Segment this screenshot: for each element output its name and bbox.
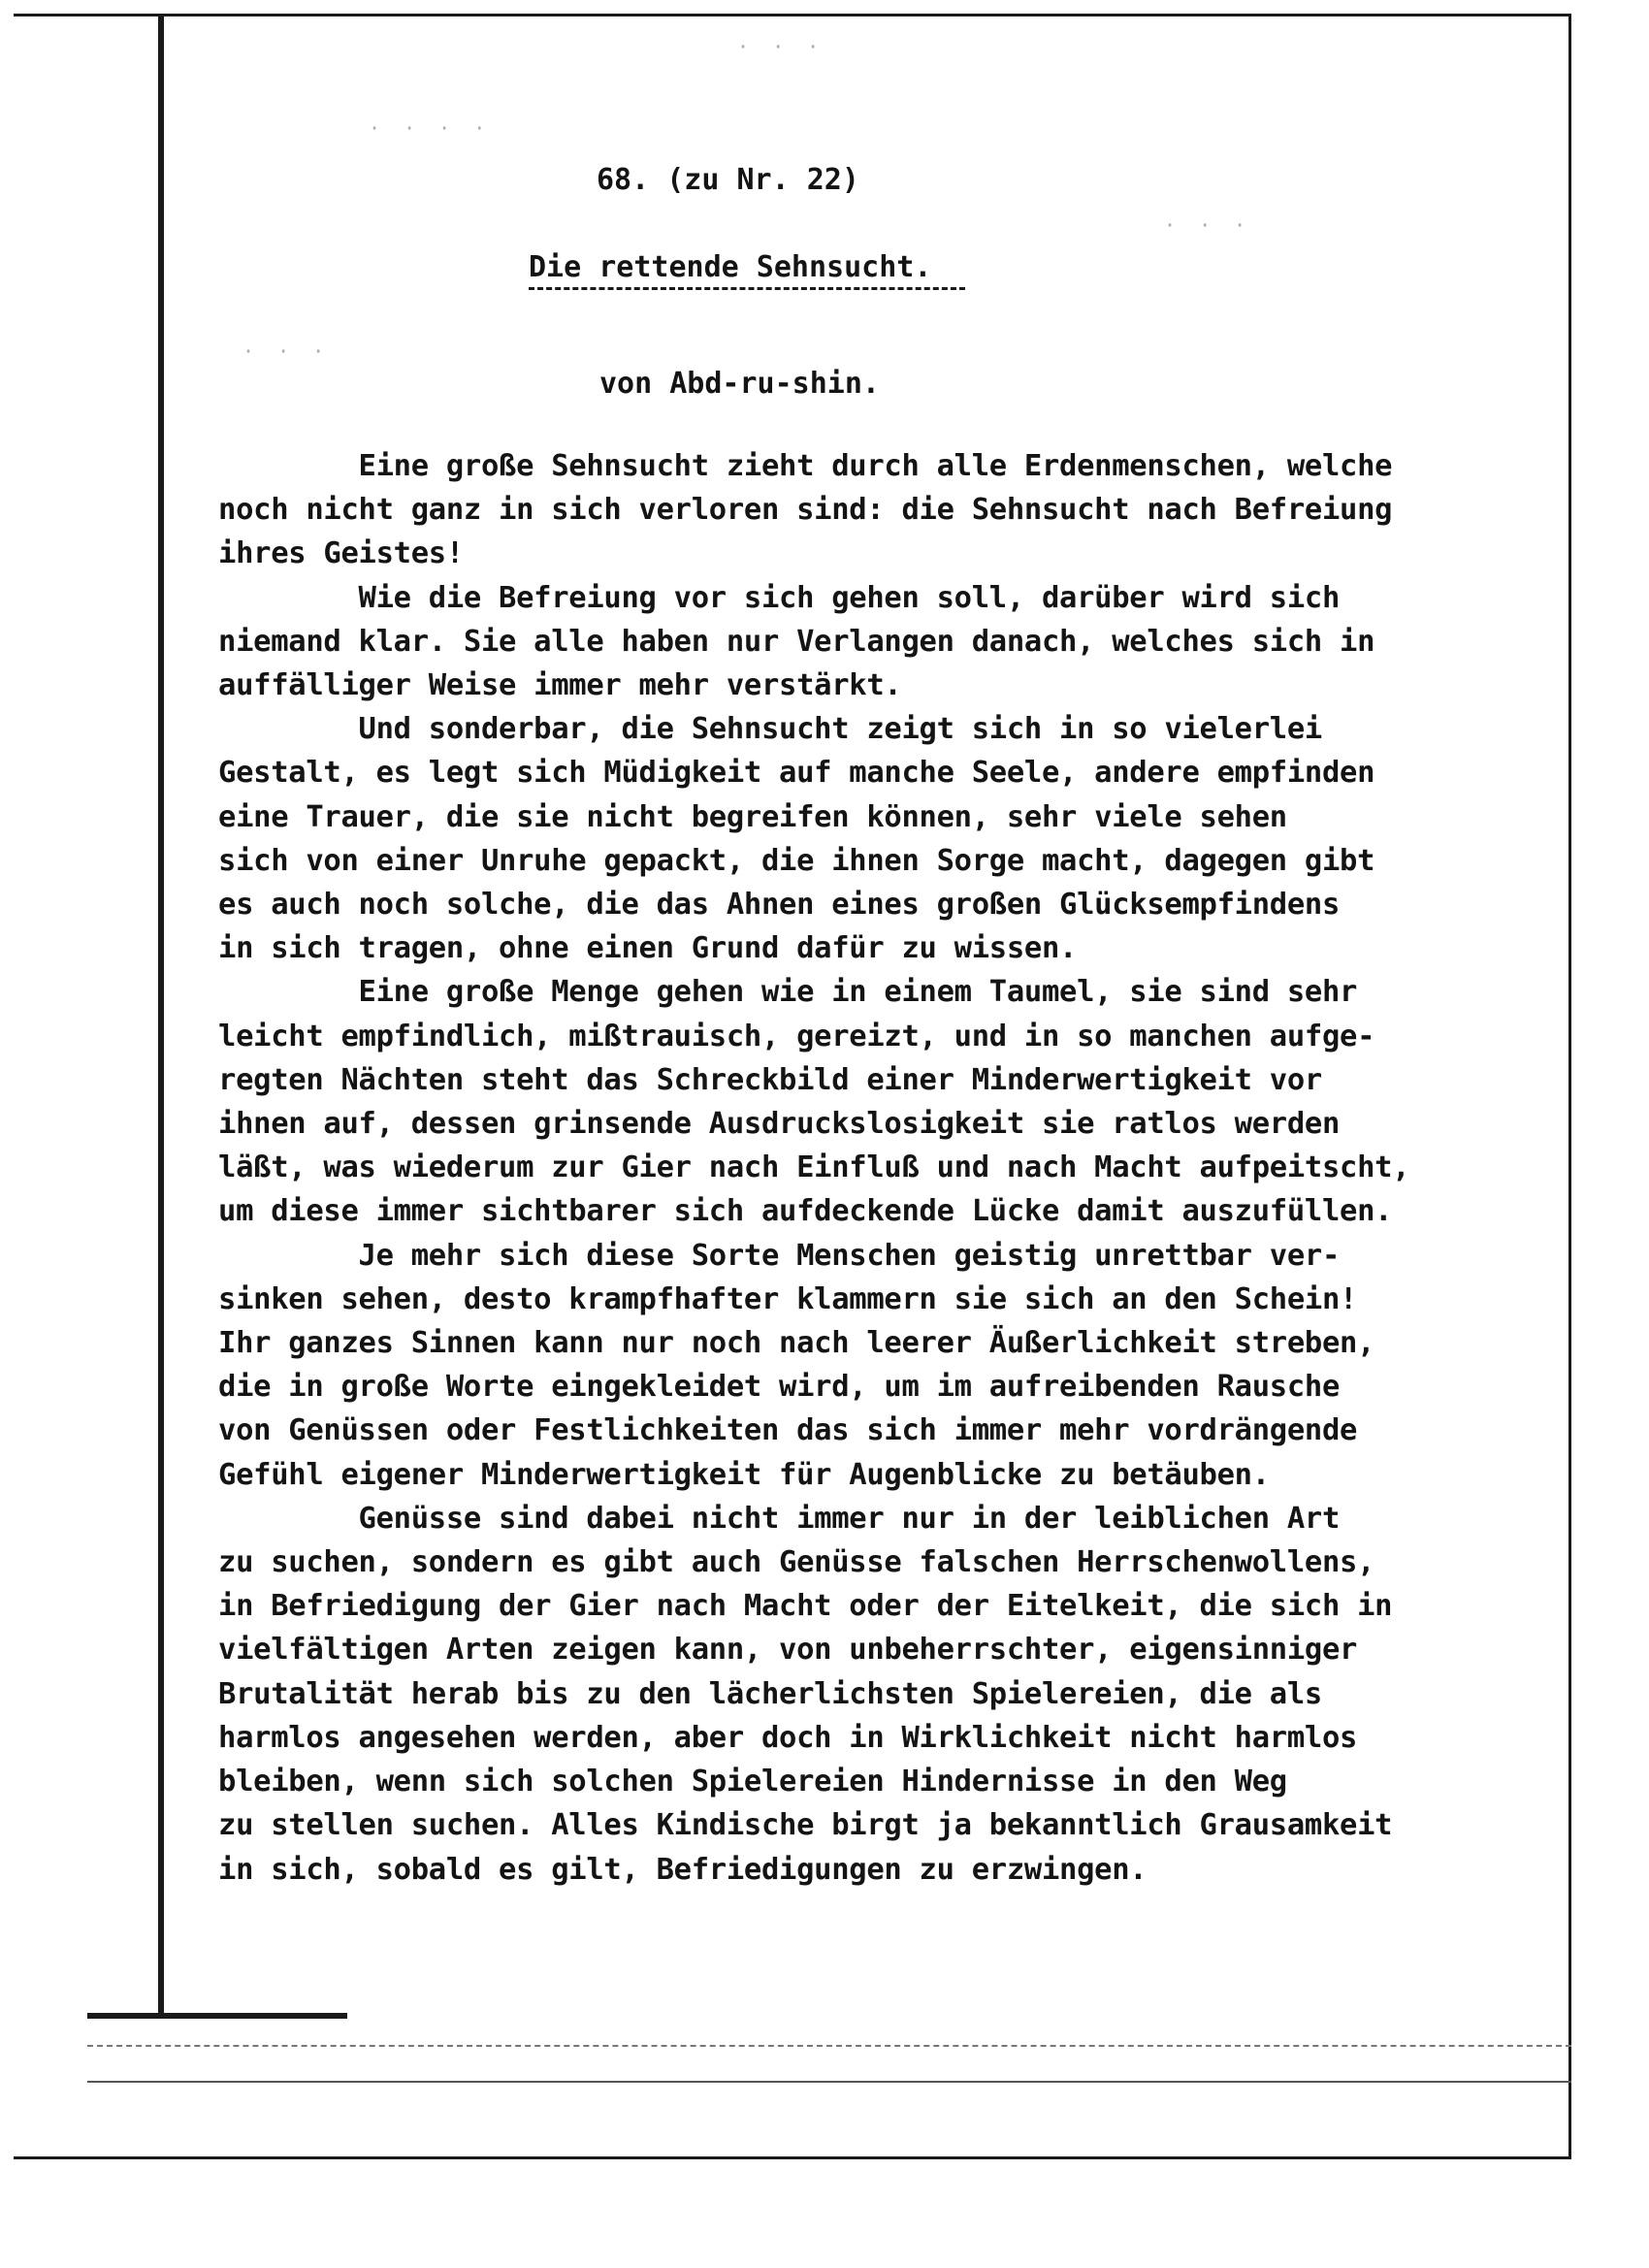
- text-line: in sich tragen, ohne einen Grund dafür zu wissen.: [218, 931, 1078, 966]
- text-line: zu stellen suchen. Alles Kindische birgt ja bekanntlich Grausamkeit: [218, 1808, 1393, 1843]
- text-line: niemand klar. Sie alle haben nur Verlangen danach, welches sich in: [218, 624, 1375, 659]
- text-line: regten Nächten steht das Schreckbild einer Minderwertigkeit vor: [218, 1062, 1322, 1097]
- text-line: bleiben, wenn sich solchen Spielereien Hindernisse in den Weg: [218, 1765, 1287, 1799]
- text-line: harmlos angesehen werden, aber doch in Wirklichkeit nicht harmlos: [218, 1720, 1358, 1755]
- scan-speckle: · · ·: [1164, 213, 1252, 237]
- text-line: Eine große Sehnsucht zieht durch alle Erdenmenschen, welche: [218, 449, 1393, 483]
- scan-speckle: · · ·: [737, 35, 825, 58]
- document-author: von Abd-ru-shin.: [599, 367, 880, 401]
- text-line: sinken sehen, desto krampfhafter klammern sie sich an den Schein!: [218, 1281, 1358, 1316]
- text-line: leicht empfindlich, mißtrauisch, gereizt, und in so manchen aufge-: [218, 1019, 1375, 1053]
- text-line: Brutalität herab bis zu den lächerlichsten Spielereien, die als: [218, 1676, 1322, 1711]
- text-line: Und sonderbar, die Sehnsucht zeigt sich in so vielerlei: [218, 712, 1322, 747]
- text-line: zu suchen, sondern es gibt auch Genüsse falschen Herrschenwollens,: [218, 1545, 1375, 1580]
- text-line: Je mehr sich diese Sorte Menschen geistig unrettbar ver-: [218, 1238, 1341, 1273]
- text-line: um diese immer sichtbarer sich aufdeckende Lücke damit auszufüllen.: [218, 1194, 1393, 1229]
- text-line: es auch noch solche, die das Ahnen eines großen Glücksempfindens: [218, 888, 1341, 923]
- text-line: die in große Worte eingekleidet wird, um im aufreibenden Rausche: [218, 1370, 1341, 1405]
- text-line: eine Trauer, die sie nicht begreifen können, sehr viele sehen: [218, 799, 1287, 834]
- footer-rule: [87, 2081, 1571, 2083]
- title-underline: [529, 287, 965, 290]
- text-line: Eine große Menge gehen wie in einem Taumel, sie sind sehr: [218, 975, 1358, 1010]
- text-line: Gestalt, es legt sich Müdigkeit auf manche Seele, andere empfinden: [218, 756, 1375, 791]
- text-line: auffälliger Weise immer mehr verstärkt.: [218, 668, 902, 703]
- text-line: ihres Geistes!: [218, 536, 464, 571]
- text-line: in sich, sobald es gilt, Befriedigungen zu erzwingen.: [218, 1852, 1148, 1887]
- text-line: sich von einer Unruhe gepackt, die ihnen Sorge macht, dagegen gibt: [218, 843, 1375, 878]
- text-line: ihnen auf, dessen grinsende Ausdruckslosigkeit sie ratlos werden: [218, 1107, 1341, 1142]
- document-title: Die rettende Sehnsucht.: [529, 250, 932, 284]
- text-line: Wie die Befreiung vor sich gehen soll, darüber wird sich: [218, 580, 1341, 615]
- body-text: [218, 444, 1508, 1892]
- text-line: vielfältigen Arten zeigen kann, von unbeherrschter, eigensinniger: [218, 1633, 1358, 1668]
- text-line: noch nicht ganz in sich verloren sind: die Sehnsucht nach Befreiung: [218, 493, 1393, 528]
- footer-bar: [87, 2013, 347, 2019]
- scan-speckle: · · · ·: [369, 116, 492, 140]
- text-line: läßt, was wiederum zur Gier nach Einfluß und nach Macht aufpeitscht,: [218, 1150, 1410, 1185]
- text-line: in Befriedigung der Gier nach Macht oder der Eitelkeit, die sich in: [218, 1589, 1393, 1624]
- margin-rule: [158, 16, 164, 2017]
- text-line: Genüsse sind dabei nicht immer nur in der leiblichen Art: [218, 1501, 1341, 1536]
- document-number: 68. (zu Nr. 22): [597, 163, 859, 197]
- text-line: von Genüssen oder Festlichkeiten das sich immer mehr vordrängende: [218, 1413, 1358, 1448]
- scan-speckle: · · ·: [242, 340, 331, 363]
- text-line: Ihr ganzes Sinnen kann nur noch nach leerer Äußerlichkeit streben,: [218, 1326, 1375, 1361]
- text-line: Gefühl eigener Minderwertigkeit für Augenblicke zu betäuben.: [218, 1457, 1270, 1492]
- footer-dashed-rule: [87, 2045, 1571, 2047]
